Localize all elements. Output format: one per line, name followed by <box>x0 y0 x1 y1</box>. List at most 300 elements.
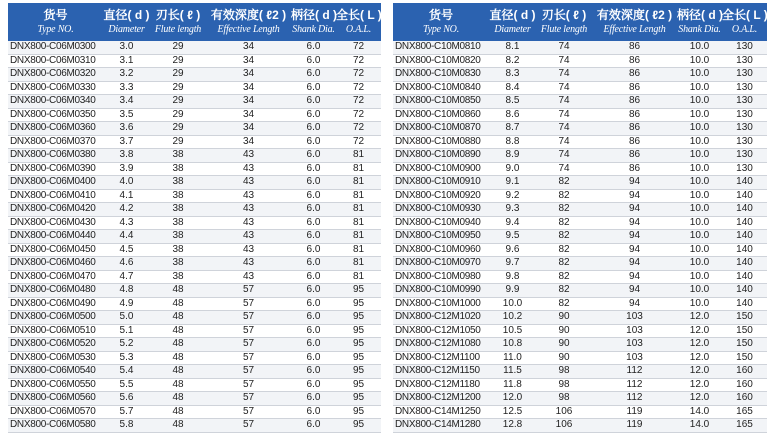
effective-length-cell: 34 <box>206 68 291 82</box>
table-row <box>8 270 381 284</box>
flute-length-cell: 48 <box>150 405 206 419</box>
flute-length-cell: 82 <box>536 176 592 190</box>
shank-dia-cell: 10.0 <box>677 230 722 244</box>
shank-dia-cell: 6.0 <box>291 419 336 433</box>
flute-length-cell: 29 <box>150 41 206 54</box>
shank-dia-cell: 6.0 <box>291 230 336 244</box>
effective-length-cell: 112 <box>592 392 677 406</box>
type-no-cell: DNX800-C06M0340 <box>8 95 103 109</box>
table-row <box>8 243 381 257</box>
type-no-cell: DNX800-C12M1020 <box>393 311 489 325</box>
flute-length-cell: 90 <box>536 324 592 338</box>
type-no-cell: DNX800-C06M0310 <box>8 54 103 68</box>
header-flute-length <box>150 3 206 41</box>
oal-cell: 160 <box>722 378 767 392</box>
table-row <box>8 311 381 325</box>
type-no-cell: DNX800-C10M0860 <box>393 108 489 122</box>
table-header-row <box>393 3 767 41</box>
oal-cell: 72 <box>336 41 381 54</box>
header-en-label: O.A.L. <box>731 24 758 35</box>
type-no-cell: DNX800-C06M0370 <box>8 135 103 149</box>
shank-dia-cell: 6.0 <box>291 311 336 325</box>
header-effective-length <box>206 3 291 41</box>
flute-length-cell: 74 <box>536 122 592 136</box>
shank-dia-cell: 12.0 <box>677 392 722 406</box>
flute-length-cell: 48 <box>150 365 206 379</box>
header-cn-label: 刃长( ℓ ) <box>155 8 201 22</box>
oal-cell: 160 <box>722 365 767 379</box>
flute-length-cell: 29 <box>150 81 206 95</box>
flute-length-cell: 48 <box>150 324 206 338</box>
header-oal <box>722 3 767 41</box>
effective-length-cell: 94 <box>592 270 677 284</box>
shank-dia-cell: 10.0 <box>677 108 722 122</box>
type-no-cell: DNX800-C10M0850 <box>393 95 489 109</box>
diameter-cell: 9.8 <box>489 270 536 284</box>
effective-length-cell: 57 <box>206 405 291 419</box>
effective-length-cell: 94 <box>592 189 677 203</box>
header-type-no <box>8 3 103 41</box>
diameter-cell: 5.8 <box>103 419 150 433</box>
shank-dia-cell: 6.0 <box>291 54 336 68</box>
table-row <box>8 95 381 109</box>
flute-length-cell: 106 <box>536 405 592 419</box>
shank-dia-cell: 10.0 <box>677 81 722 95</box>
effective-length-cell: 86 <box>592 41 677 54</box>
header-shank-dia <box>677 3 722 41</box>
effective-length-cell: 34 <box>206 54 291 68</box>
header-cn-label: 有效深度( ℓ2 ) <box>596 8 673 22</box>
type-no-cell: DNX800-C10M0830 <box>393 68 489 82</box>
shank-dia-cell: 6.0 <box>291 216 336 230</box>
effective-length-cell: 103 <box>592 338 677 352</box>
table-row <box>8 365 381 379</box>
oal-cell: 130 <box>722 81 767 95</box>
effective-length-cell: 112 <box>592 378 677 392</box>
shank-dia-cell: 12.0 <box>677 338 722 352</box>
flute-length-cell: 74 <box>536 68 592 82</box>
header-diameter <box>103 3 150 41</box>
header-en-label: Shank Dia. <box>292 24 335 35</box>
effective-length-cell: 57 <box>206 297 291 311</box>
header-type-no <box>393 3 489 41</box>
effective-length-cell: 57 <box>206 392 291 406</box>
table-row <box>393 189 767 203</box>
diameter-cell: 9.5 <box>489 230 536 244</box>
type-no-cell: DNX800-C06M0460 <box>8 257 103 271</box>
oal-cell: 81 <box>336 230 381 244</box>
flute-length-cell: 48 <box>150 351 206 365</box>
flute-length-cell: 48 <box>150 284 206 298</box>
shank-dia-cell: 6.0 <box>291 149 336 163</box>
shank-dia-cell: 10.0 <box>677 243 722 257</box>
effective-length-cell: 57 <box>206 311 291 325</box>
diameter-cell: 9.6 <box>489 243 536 257</box>
type-no-cell: DNX800-C06M0560 <box>8 392 103 406</box>
type-no-cell: DNX800-C10M0930 <box>393 203 489 217</box>
shank-dia-cell: 6.0 <box>291 270 336 284</box>
header-cn-label: 全长( L ) <box>722 8 768 22</box>
shank-dia-cell: 6.0 <box>291 324 336 338</box>
shank-dia-cell: 10.0 <box>677 149 722 163</box>
oal-cell: 81 <box>336 176 381 190</box>
diameter-cell: 4.0 <box>103 176 150 190</box>
table-row <box>393 216 767 230</box>
effective-length-cell: 86 <box>592 81 677 95</box>
effective-length-cell: 43 <box>206 189 291 203</box>
oal-cell: 95 <box>336 297 381 311</box>
oal-cell: 81 <box>336 162 381 176</box>
shank-dia-cell: 10.0 <box>677 216 722 230</box>
table-row <box>8 108 381 122</box>
effective-length-cell: 57 <box>206 324 291 338</box>
flute-length-cell: 98 <box>536 392 592 406</box>
flute-length-cell: 82 <box>536 257 592 271</box>
oal-cell: 140 <box>722 243 767 257</box>
type-no-cell: DNX800-C06M0480 <box>8 284 103 298</box>
header-en-label: Diameter <box>108 24 145 35</box>
type-no-cell: DNX800-C06M0360 <box>8 122 103 136</box>
diameter-cell: 10.0 <box>489 297 536 311</box>
oal-cell: 140 <box>722 216 767 230</box>
type-no-cell: DNX800-C06M0400 <box>8 176 103 190</box>
diameter-cell: 9.0 <box>489 162 536 176</box>
oal-cell: 140 <box>722 176 767 190</box>
flute-length-cell: 38 <box>150 257 206 271</box>
shank-dia-cell: 10.0 <box>677 54 722 68</box>
shank-dia-cell: 6.0 <box>291 68 336 82</box>
effective-length-cell: 86 <box>592 149 677 163</box>
diameter-cell: 8.3 <box>489 68 536 82</box>
type-no-cell: DNX800-C06M0410 <box>8 189 103 203</box>
header-cn-label: 直径( d ) <box>103 8 150 22</box>
flute-length-cell: 38 <box>150 162 206 176</box>
oal-cell: 140 <box>722 230 767 244</box>
table-row <box>393 149 767 163</box>
shank-dia-cell: 6.0 <box>291 41 336 54</box>
flute-length-cell: 38 <box>150 230 206 244</box>
diameter-cell: 8.1 <box>489 41 536 54</box>
oal-cell: 72 <box>336 68 381 82</box>
flute-length-cell: 74 <box>536 162 592 176</box>
table-row <box>393 108 767 122</box>
type-no-cell: DNX800-C10M0880 <box>393 135 489 149</box>
flute-length-cell: 82 <box>536 284 592 298</box>
oal-cell: 95 <box>336 284 381 298</box>
type-no-cell: DNX800-C14M1280 <box>393 419 489 433</box>
shank-dia-cell: 14.0 <box>677 419 722 433</box>
type-no-cell: DNX800-C10M0980 <box>393 270 489 284</box>
header-cn-label: 全长( L ) <box>336 8 382 22</box>
oal-cell: 72 <box>336 81 381 95</box>
flute-length-cell: 29 <box>150 54 206 68</box>
flute-length-cell: 82 <box>536 216 592 230</box>
type-no-cell: DNX800-C10M0890 <box>393 149 489 163</box>
diameter-cell: 12.0 <box>489 392 536 406</box>
type-no-cell: DNX800-C10M0840 <box>393 81 489 95</box>
oal-cell: 72 <box>336 95 381 109</box>
flute-length-cell: 82 <box>536 243 592 257</box>
diameter-cell: 3.8 <box>103 149 150 163</box>
shank-dia-cell: 6.0 <box>291 162 336 176</box>
table-row <box>393 392 767 406</box>
oal-cell: 150 <box>722 324 767 338</box>
table-row <box>8 392 381 406</box>
header-cn-label: 柄径( d ) <box>291 8 337 22</box>
effective-length-cell: 86 <box>592 54 677 68</box>
oal-cell: 130 <box>722 108 767 122</box>
shank-dia-cell: 6.0 <box>291 176 336 190</box>
effective-length-cell: 43 <box>206 162 291 176</box>
effective-length-cell: 43 <box>206 257 291 271</box>
flute-length-cell: 38 <box>150 176 206 190</box>
diameter-cell: 4.2 <box>103 203 150 217</box>
flute-length-cell: 82 <box>536 297 592 311</box>
diameter-cell: 5.3 <box>103 351 150 365</box>
flute-length-cell: 29 <box>150 108 206 122</box>
table-row <box>393 378 767 392</box>
table-row <box>8 149 381 163</box>
table-row <box>393 162 767 176</box>
table-row <box>393 135 767 149</box>
effective-length-cell: 94 <box>592 176 677 190</box>
diameter-cell: 8.7 <box>489 122 536 136</box>
type-no-cell: DNX800-C06M0500 <box>8 311 103 325</box>
shank-dia-cell: 10.0 <box>677 297 722 311</box>
diameter-cell: 4.1 <box>103 189 150 203</box>
table-row <box>393 41 767 54</box>
effective-length-cell: 43 <box>206 270 291 284</box>
header-en-label: Effective Length <box>217 24 280 35</box>
type-no-cell: DNX800-C06M0470 <box>8 270 103 284</box>
effective-length-cell: 57 <box>206 284 291 298</box>
flute-length-cell: 48 <box>150 419 206 433</box>
oal-cell: 81 <box>336 189 381 203</box>
diameter-cell: 9.2 <box>489 189 536 203</box>
flute-length-cell: 82 <box>536 189 592 203</box>
table-row <box>393 405 767 419</box>
diameter-cell: 5.0 <box>103 311 150 325</box>
flute-length-cell: 98 <box>536 365 592 379</box>
table-row <box>393 311 767 325</box>
effective-length-cell: 94 <box>592 257 677 271</box>
table-row <box>8 351 381 365</box>
type-no-cell: DNX800-C06M0530 <box>8 351 103 365</box>
table-row <box>8 135 381 149</box>
table-row <box>393 351 767 365</box>
oal-cell: 150 <box>722 338 767 352</box>
header-cn-label: 有效深度( ℓ2 ) <box>210 8 287 22</box>
effective-length-cell: 34 <box>206 135 291 149</box>
oal-cell: 95 <box>336 378 381 392</box>
effective-length-cell: 86 <box>592 108 677 122</box>
table-row <box>8 324 381 338</box>
flute-length-cell: 82 <box>536 270 592 284</box>
effective-length-cell: 57 <box>206 365 291 379</box>
flute-length-cell: 38 <box>150 149 206 163</box>
type-no-cell: DNX800-C10M0870 <box>393 122 489 136</box>
shank-dia-cell: 10.0 <box>677 95 722 109</box>
shank-dia-cell: 6.0 <box>291 365 336 379</box>
effective-length-cell: 94 <box>592 284 677 298</box>
type-no-cell: DNX800-C06M0420 <box>8 203 103 217</box>
oal-cell: 95 <box>336 419 381 433</box>
header-shank-dia <box>291 3 336 41</box>
oal-cell: 95 <box>336 338 381 352</box>
diameter-cell: 5.7 <box>103 405 150 419</box>
flute-length-cell: 48 <box>150 392 206 406</box>
type-no-cell: DNX800-C06M0390 <box>8 162 103 176</box>
diameter-cell: 5.6 <box>103 392 150 406</box>
shank-dia-cell: 6.0 <box>291 405 336 419</box>
effective-length-cell: 94 <box>592 203 677 217</box>
header-en-label: O.A.L. <box>345 24 372 35</box>
diameter-cell: 9.9 <box>489 284 536 298</box>
type-no-cell: DNX800-C12M1050 <box>393 324 489 338</box>
diameter-cell: 8.6 <box>489 108 536 122</box>
diameter-cell: 4.9 <box>103 297 150 311</box>
effective-length-cell: 57 <box>206 351 291 365</box>
effective-length-cell: 43 <box>206 243 291 257</box>
type-no-cell: DNX800-C06M0300 <box>8 41 103 54</box>
shank-dia-cell: 10.0 <box>677 284 722 298</box>
type-no-cell: DNX800-C06M0320 <box>8 68 103 82</box>
shank-dia-cell: 10.0 <box>677 189 722 203</box>
diameter-cell: 3.1 <box>103 54 150 68</box>
table-row <box>393 338 767 352</box>
flute-length-cell: 74 <box>536 41 592 54</box>
shank-dia-cell: 6.0 <box>291 257 336 271</box>
shank-dia-cell: 6.0 <box>291 297 336 311</box>
table-row <box>8 378 381 392</box>
type-no-cell: DNX800-C12M1100 <box>393 351 489 365</box>
table-row <box>393 270 767 284</box>
oal-cell: 140 <box>722 270 767 284</box>
diameter-cell: 3.0 <box>103 41 150 54</box>
table-row <box>8 284 381 298</box>
diameter-cell: 12.5 <box>489 405 536 419</box>
table-row <box>393 324 767 338</box>
table-row <box>393 176 767 190</box>
table-row <box>393 284 767 298</box>
flute-length-cell: 90 <box>536 351 592 365</box>
diameter-cell: 9.1 <box>489 176 536 190</box>
shank-dia-cell: 10.0 <box>677 122 722 136</box>
oal-cell: 130 <box>722 41 767 54</box>
effective-length-cell: 34 <box>206 108 291 122</box>
effective-length-cell: 43 <box>206 149 291 163</box>
type-no-cell: DNX800-C12M1200 <box>393 392 489 406</box>
header-effective-length <box>592 3 677 41</box>
shank-dia-cell: 6.0 <box>291 378 336 392</box>
flute-length-cell: 48 <box>150 378 206 392</box>
shank-dia-cell: 6.0 <box>291 189 336 203</box>
shank-dia-cell: 6.0 <box>291 284 336 298</box>
table-row <box>8 81 381 95</box>
diameter-cell: 4.4 <box>103 230 150 244</box>
diameter-cell: 3.4 <box>103 95 150 109</box>
type-no-cell: DNX800-C06M0380 <box>8 149 103 163</box>
header-en-label: Type NO. <box>423 24 459 35</box>
flute-length-cell: 38 <box>150 216 206 230</box>
effective-length-cell: 103 <box>592 351 677 365</box>
oal-cell: 130 <box>722 95 767 109</box>
flute-length-cell: 48 <box>150 338 206 352</box>
flute-length-cell: 38 <box>150 203 206 217</box>
effective-length-cell: 57 <box>206 338 291 352</box>
table-row <box>8 216 381 230</box>
shank-dia-cell: 10.0 <box>677 203 722 217</box>
type-no-cell: DNX800-C10M0810 <box>393 41 489 54</box>
type-no-cell: DNX800-C10M1000 <box>393 297 489 311</box>
diameter-cell: 4.3 <box>103 216 150 230</box>
oal-cell: 81 <box>336 203 381 217</box>
shank-dia-cell: 14.0 <box>677 405 722 419</box>
oal-cell: 130 <box>722 68 767 82</box>
oal-cell: 130 <box>722 149 767 163</box>
flute-length-cell: 74 <box>536 108 592 122</box>
effective-length-cell: 34 <box>206 81 291 95</box>
diameter-cell: 10.8 <box>489 338 536 352</box>
oal-cell: 160 <box>722 392 767 406</box>
shank-dia-cell: 10.0 <box>677 257 722 271</box>
oal-cell: 150 <box>722 311 767 325</box>
diameter-cell: 4.5 <box>103 243 150 257</box>
shank-dia-cell: 10.0 <box>677 270 722 284</box>
diameter-cell: 3.7 <box>103 135 150 149</box>
effective-length-cell: 94 <box>592 216 677 230</box>
header-cn-label: 货号 <box>428 8 453 22</box>
diameter-cell: 3.3 <box>103 81 150 95</box>
oal-cell: 130 <box>722 162 767 176</box>
oal-cell: 140 <box>722 284 767 298</box>
table-row <box>8 405 381 419</box>
flute-length-cell: 29 <box>150 135 206 149</box>
shank-dia-cell: 10.0 <box>677 162 722 176</box>
diameter-cell: 9.7 <box>489 257 536 271</box>
table-row <box>393 243 767 257</box>
diameter-cell: 11.0 <box>489 351 536 365</box>
diameter-cell: 5.4 <box>103 365 150 379</box>
type-no-cell: DNX800-C10M0940 <box>393 216 489 230</box>
header-cn-label: 货号 <box>43 8 68 22</box>
oal-cell: 165 <box>722 419 767 433</box>
shank-dia-cell: 6.0 <box>291 108 336 122</box>
shank-dia-cell: 12.0 <box>677 365 722 379</box>
oal-cell: 81 <box>336 270 381 284</box>
flute-length-cell: 82 <box>536 203 592 217</box>
oal-cell: 72 <box>336 108 381 122</box>
oal-cell: 72 <box>336 54 381 68</box>
shank-dia-cell: 10.0 <box>677 41 722 54</box>
type-no-cell: DNX800-C06M0540 <box>8 365 103 379</box>
effective-length-cell: 112 <box>592 365 677 379</box>
effective-length-cell: 119 <box>592 419 677 433</box>
effective-length-cell: 94 <box>592 297 677 311</box>
type-no-cell: DNX800-C06M0450 <box>8 243 103 257</box>
shank-dia-cell: 12.0 <box>677 324 722 338</box>
table-row <box>8 176 381 190</box>
type-no-cell: DNX800-C06M0520 <box>8 338 103 352</box>
effective-length-cell: 86 <box>592 68 677 82</box>
oal-cell: 95 <box>336 311 381 325</box>
type-no-cell: DNX800-C10M0960 <box>393 243 489 257</box>
shank-dia-cell: 6.0 <box>291 351 336 365</box>
shank-dia-cell: 6.0 <box>291 338 336 352</box>
flute-length-cell: 98 <box>536 378 592 392</box>
type-no-cell: DNX800-C06M0510 <box>8 324 103 338</box>
oal-cell: 165 <box>722 405 767 419</box>
